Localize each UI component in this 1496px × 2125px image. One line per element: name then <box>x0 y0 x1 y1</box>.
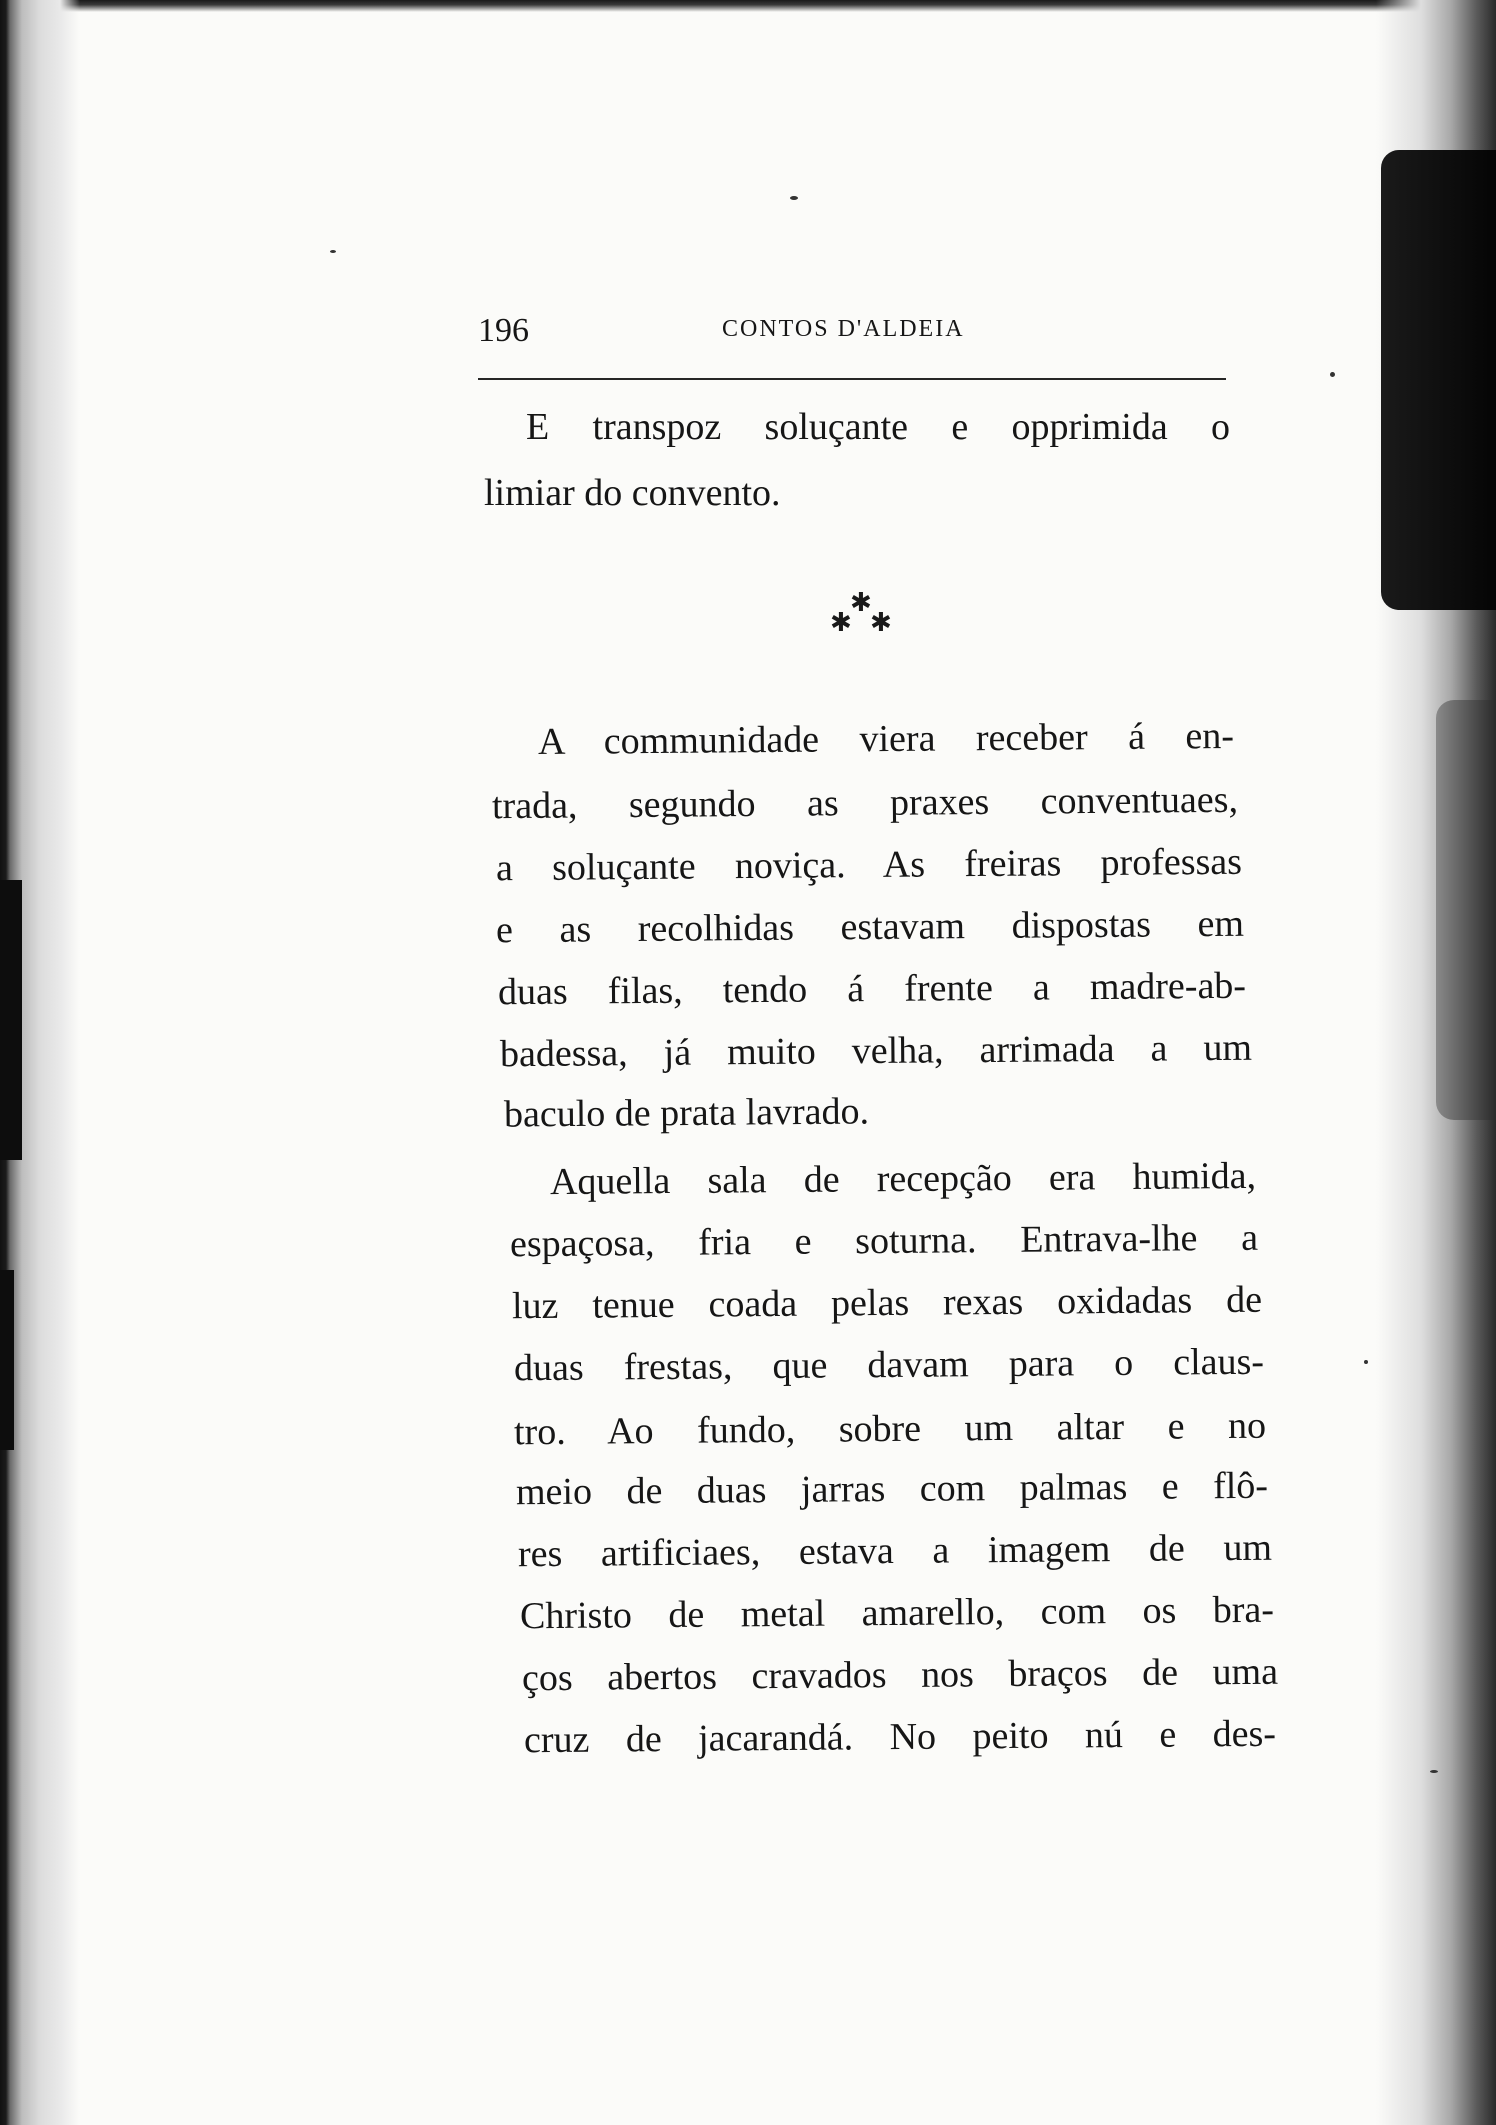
scan-left-shadow <box>0 1270 14 1450</box>
asterisk-icon: ✱ <box>830 608 852 638</box>
scan-speck <box>790 196 798 200</box>
text-line: a soluçante noviça. As freiras professas <box>495 840 1243 890</box>
running-header <box>478 312 1226 362</box>
text-line: meio de duas jarras com palmas e flô- <box>515 1464 1269 1514</box>
page-number: 196 <box>478 312 529 349</box>
scan-speck <box>330 250 336 253</box>
scan-right-shadow <box>1436 700 1496 1120</box>
text-line: Aquella sala de recepção era humida, <box>549 1154 1257 1204</box>
text-line: baculo de prata lavrado. <box>503 1090 870 1136</box>
running-title: CONTOS D'ALDEIA <box>722 316 965 342</box>
text-line: A communidade viera receber á en- <box>537 714 1235 764</box>
text-line: duas filas, tendo á frente a madre-ab- <box>497 964 1247 1014</box>
text-line: tro. Ao fundo, sobre um altar e no <box>513 1404 1267 1454</box>
text-line: E transpoz soluçante e opprimida o <box>526 406 1230 448</box>
text-line: duas frestas, que davam para o claus- <box>513 1340 1265 1390</box>
scan-speck <box>1364 1360 1368 1364</box>
text-line: cruz de jacarandá. No peito nú e des- <box>523 1712 1277 1762</box>
text-line: limiar do convento. <box>484 472 781 514</box>
text-line: ços abertos cravados nos braços de uma <box>521 1650 1279 1700</box>
asterisk-icon: ✱ <box>870 608 892 638</box>
scan-top-edge <box>0 0 1496 12</box>
asterisk-icon: ✱ <box>850 588 872 618</box>
scan-left-shadow <box>0 880 22 1160</box>
header-rule <box>478 378 1226 380</box>
text-line: res artificiaes, estava a imagem de um <box>517 1526 1273 1576</box>
text-line: espaçosa, fria e soturna. Entrava-lhe a <box>509 1216 1259 1266</box>
asterism-separator <box>826 588 896 638</box>
scan-speck <box>1330 372 1335 377</box>
scan-right-shadow <box>1381 150 1496 610</box>
text-line: e as recolhidas estavam dispostas em <box>495 902 1245 952</box>
text-line: luz tenue coada pelas rexas oxidadas de <box>511 1278 1263 1328</box>
text-line: Christo de metal amarello, com os bra- <box>519 1588 1275 1638</box>
text-line: badessa, já muito velha, arrimada a um <box>499 1026 1253 1076</box>
text-line: trada, segundo as praxes conventuaes, <box>491 778 1239 828</box>
scan-speck <box>1430 1770 1438 1773</box>
